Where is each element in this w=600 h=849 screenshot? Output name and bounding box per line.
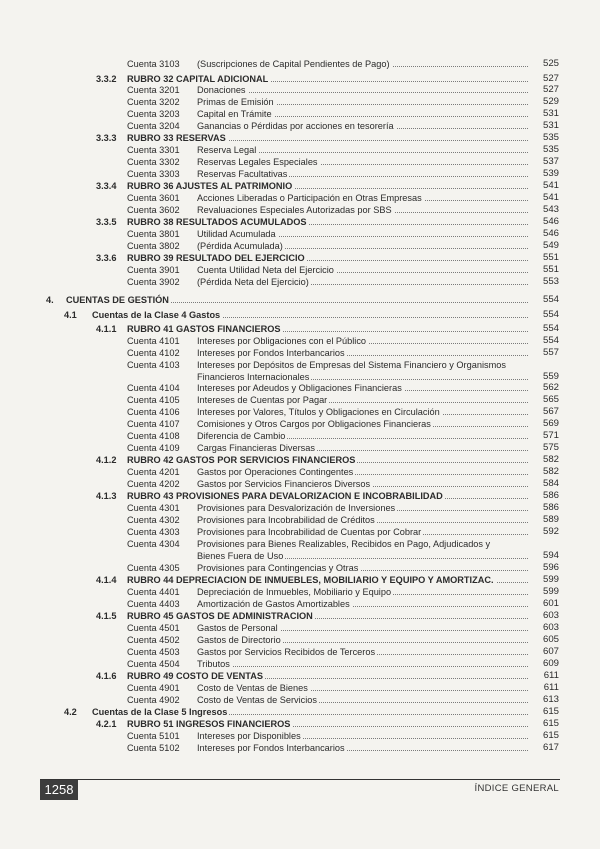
toc-entry-page: 531 <box>542 120 559 131</box>
toc-entry-page: 569 <box>542 418 559 429</box>
toc-entry-code: 4.1.5 <box>96 611 117 621</box>
toc-entry-code: Cuenta 3203 <box>127 109 180 119</box>
toc-entry-code: Cuenta 4503 <box>127 647 180 657</box>
toc-entry-code: Cuenta 4108 <box>127 431 180 441</box>
toc-entry <box>0 514 600 526</box>
toc-entry-code: Cuenta 3202 <box>127 97 180 107</box>
toc-entry-code: Cuenta 4303 <box>127 527 180 537</box>
toc-entry-code: Cuenta 4401 <box>127 587 180 597</box>
toc-entry-title: Bienes Fuera de Uso <box>197 550 528 562</box>
footer-rule <box>40 779 560 780</box>
toc-entry-page: 529 <box>542 96 559 107</box>
toc-entry-code: 3.3.2 <box>96 74 117 84</box>
toc-entry-code: 4.2 <box>64 707 77 717</box>
toc-entry-title: Depreciación de Inmuebles, Mobiliario y Equipo <box>197 586 528 598</box>
toc-entry <box>0 622 600 634</box>
toc-entry-page: 594 <box>542 550 559 561</box>
toc-entry-page: 609 <box>542 658 559 669</box>
toc-entry <box>0 718 600 730</box>
toc-entry-page: 592 <box>542 526 559 537</box>
toc-entry-title: RUBRO 49 COSTO DE VENTAS <box>127 670 528 682</box>
toc-entry-title: Provisiones para Incobrabilidad de Cuentas por Cobrar <box>197 526 528 538</box>
toc-entry-code: Cuenta 3601 <box>127 193 180 203</box>
toc-entry-page: 586 <box>542 490 559 501</box>
toc-entry-code: Cuenta 4201 <box>127 467 180 477</box>
toc-entry <box>0 58 600 70</box>
toc-entry <box>0 335 600 347</box>
toc-entry-page: 535 <box>542 132 559 143</box>
toc-entry-page: 586 <box>542 502 559 513</box>
toc-entry-title: Costo de Ventas de Servicios <box>197 694 528 706</box>
toc-entry-page: 584 <box>542 478 559 489</box>
toc-entry-page: 546 <box>542 216 559 227</box>
toc-entry <box>0 466 600 478</box>
toc-entry-page: 605 <box>542 634 559 645</box>
toc-entry-page: 531 <box>542 108 559 119</box>
running-head: ÍNDICE GENERAL <box>474 783 559 794</box>
toc-entry-title: Gastos por Operaciones Contingentes <box>197 466 528 478</box>
toc-entry-code: 4.1.4 <box>96 575 117 585</box>
toc-entry-title: RUBRO 44 DEPRECIACION DE INMUEBLES, MOBILIARIO Y EQUIPO Y AMORTIZAC. <box>127 574 528 586</box>
toc-entry-page: 551 <box>542 252 559 263</box>
toc-entry-title: Reservas Legales Especiales <box>197 156 528 168</box>
toc-entry-title: RUBRO 43 PROVISIONES PARA DEVALORIZACION E INCOBRABILIDAD <box>127 490 528 502</box>
toc-entry-code: Cuenta 3303 <box>127 169 180 179</box>
toc-entry-title: RUBRO 45 GASTOS DE ADMINISTRACION <box>127 610 528 622</box>
toc-entry <box>0 276 600 288</box>
toc-entry-page: 599 <box>542 574 559 585</box>
toc-entry-page: 589 <box>542 514 559 525</box>
toc-entry-code: Cuenta 4103 <box>127 360 180 370</box>
toc-entry-title: Financieros Internacionales <box>197 371 528 383</box>
toc-entry-code: Cuenta 3301 <box>127 145 180 155</box>
toc-entry-code: Cuenta 3801 <box>127 229 180 239</box>
toc-entry-page: 554 <box>542 294 559 305</box>
toc-entry-page: 575 <box>542 442 559 453</box>
toc-entry <box>0 240 600 252</box>
toc-entry-code: Cuenta 4304 <box>127 539 180 549</box>
toc-entry <box>0 430 600 442</box>
toc-entry-title: Reserva Legal <box>197 144 528 156</box>
toc-entry <box>0 550 600 562</box>
toc-entry-page: 603 <box>542 610 559 621</box>
toc-entry <box>0 406 600 418</box>
toc-entry-page: 607 <box>542 646 559 657</box>
toc-entry <box>0 730 600 742</box>
toc-entry-page: 617 <box>542 742 559 753</box>
toc-entry-title: Provisiones para Bienes Realizables, Recibidos en Pago, Adjudicados y <box>197 539 491 549</box>
toc-entry-page: 527 <box>542 84 559 95</box>
toc-entry <box>0 658 600 670</box>
toc-entry-code: Cuenta 4107 <box>127 419 180 429</box>
toc-entry-title: Tributos <box>197 658 528 670</box>
toc-entry-code: Cuenta 4501 <box>127 623 180 633</box>
toc-entry <box>0 309 600 321</box>
toc-entry-page: 527 <box>542 73 559 84</box>
toc-entry-title: Cuentas de la Clase 4 Gastos <box>92 309 528 321</box>
toc-entry-code: Cuenta 5101 <box>127 731 180 741</box>
toc-entry-title: RUBRO 42 GASTOS POR SERVICIOS FINANCIEROS <box>127 454 528 466</box>
toc-entry-page: 535 <box>542 144 559 155</box>
toc-entry <box>0 144 600 156</box>
toc-entry <box>0 574 600 586</box>
toc-entry <box>0 418 600 430</box>
toc-entry-title: Intereses por Depósitos de Empresas del Sistema Financiero y Organismos <box>197 360 506 370</box>
toc-entry <box>0 454 600 466</box>
toc-entry-title: Provisiones para Desvalorización de Inversiones <box>197 502 528 514</box>
toc-entry-title: Intereses por Adeudos y Obligaciones Financieras <box>197 382 528 394</box>
toc-entry-page: 611 <box>543 670 559 681</box>
toc-entry <box>0 742 600 754</box>
toc-entry <box>0 682 600 694</box>
toc-entry <box>0 120 600 132</box>
toc-entry <box>0 204 600 216</box>
toc-entry-title: Intereses por Fondos Interbancarios <box>197 742 528 754</box>
toc-entry-page: 541 <box>542 180 559 191</box>
toc-entry-title: Reservas Facultativas <box>197 168 528 180</box>
toc-entry-page: 553 <box>542 276 559 287</box>
toc-entry-title: Gastos por Servicios Financieros Diversos <box>197 478 528 490</box>
toc-entry-title: Gastos por Servicios Recibidos de Terceros <box>197 646 528 658</box>
toc-entry-page: 541 <box>542 192 559 203</box>
toc-entry-code: Cuenta 3802 <box>127 241 180 251</box>
toc-entry <box>0 442 600 454</box>
toc-entry <box>0 538 600 550</box>
toc-entry-code: Cuenta 4105 <box>127 395 180 405</box>
toc-entry-title: Donaciones <box>197 84 528 96</box>
toc-entry <box>0 168 600 180</box>
toc-entry-code: Cuenta 3103 <box>127 59 180 69</box>
toc-entry-page: 537 <box>542 156 559 167</box>
toc-entry-code: Cuenta 3204 <box>127 121 180 131</box>
toc-entry-title: Intereses por Fondos Interbancarios <box>197 347 528 359</box>
toc-entry-title: RUBRO 38 RESULTADOS ACUMULADOS <box>127 216 528 228</box>
toc-entry-title: Revaluaciones Especiales Autorizadas por SBS <box>197 204 528 216</box>
toc-entry <box>0 598 600 610</box>
toc-entry-code: Cuenta 3602 <box>127 205 180 215</box>
toc-entry <box>0 228 600 240</box>
toc-entry-page: 559 <box>542 371 559 382</box>
toc-entry-code: Cuenta 4403 <box>127 599 180 609</box>
toc-entry <box>0 610 600 622</box>
toc-entry-code: Cuenta 4101 <box>127 336 180 346</box>
toc-entry <box>0 216 600 228</box>
toc-entry-code: 4.2.1 <box>96 719 117 729</box>
toc-entry-page: 615 <box>542 706 559 717</box>
toc-entry-code: Cuenta 4104 <box>127 383 180 393</box>
toc-entry-code: Cuenta 3201 <box>127 85 180 95</box>
toc-entry-page: 615 <box>542 718 559 729</box>
toc-entry-page: 571 <box>542 430 559 441</box>
toc-entry-code: 4.1.1 <box>96 324 117 334</box>
toc-entry-title: Comisiones y Otros Cargos por Obligaciones Financieras <box>197 418 528 430</box>
toc-entry <box>0 586 600 598</box>
toc-entry-title: Ganancias o Pérdidas por acciones en tesorería <box>197 120 528 132</box>
toc-entry <box>0 132 600 144</box>
toc-entry-title: (Pérdida Acumulada) <box>197 240 528 252</box>
toc-entry-title: Diferencia de Cambio <box>197 430 528 442</box>
toc-entry-page: 557 <box>542 347 559 358</box>
toc-entry <box>0 526 600 538</box>
page-number: 1258 <box>40 780 78 800</box>
toc-entry-code: Cuenta 4901 <box>127 683 180 693</box>
toc-entry <box>0 490 600 502</box>
toc-entry <box>0 294 600 306</box>
toc-entry-code: Cuenta 4202 <box>127 479 180 489</box>
toc-entry <box>0 382 600 394</box>
toc-entry-title: Cuenta Utilidad Neta del Ejercicio <box>197 264 528 276</box>
toc-entry-title: Gastos de Directorio <box>197 634 528 646</box>
toc-entry-page: 615 <box>542 730 559 741</box>
toc-entry <box>0 359 600 371</box>
toc-entry-title: Intereses por Obligaciones con el Público <box>197 335 528 347</box>
toc-entry-page: 539 <box>542 168 559 179</box>
toc-entry-code: Cuenta 4902 <box>127 695 180 705</box>
toc-entry-title: Intereses de Cuentas por Pagar <box>197 394 528 406</box>
toc-entry-code: Cuenta 4504 <box>127 659 180 669</box>
toc-entry-page: 613 <box>542 694 559 705</box>
toc-entry-title: RUBRO 36 AJUSTES AL PATRIMONIO <box>127 180 528 192</box>
toc-entry-title: CUENTAS DE GESTIÓN <box>66 294 528 306</box>
toc-entry-code: 4.1.3 <box>96 491 117 501</box>
toc-entry-code: 3.3.3 <box>96 133 117 143</box>
toc-entry-title: Acciones Liberadas o Participación en Otras Empresas <box>197 192 528 204</box>
toc-entry-code: Cuenta 5102 <box>127 743 180 753</box>
toc-entry-page: 565 <box>542 394 559 405</box>
toc-entry-page: 554 <box>542 323 559 334</box>
toc-entry-page: 546 <box>542 228 559 239</box>
toc-entry <box>0 706 600 718</box>
toc-entry <box>0 694 600 706</box>
toc-entry-title: RUBRO 32 CAPITAL ADICIONAL <box>127 73 528 85</box>
toc-entry-title: RUBRO 33 RESERVAS <box>127 132 528 144</box>
toc-entry-title: RUBRO 41 GASTOS FINANCIEROS <box>127 323 528 335</box>
toc-entry-page: 582 <box>542 454 559 465</box>
toc-entry <box>0 646 600 658</box>
toc-entry-page: 562 <box>542 382 559 393</box>
toc-entry <box>0 156 600 168</box>
toc-entry-page: 599 <box>542 586 559 597</box>
toc-entry <box>0 84 600 96</box>
toc-entry-title: RUBRO 51 INGRESOS FINANCIEROS <box>127 718 528 730</box>
toc-entry-page: 525 <box>542 58 559 69</box>
toc-entry-title: Provisiones para Incobrabilidad de Créditos <box>197 514 528 526</box>
toc-entry <box>0 96 600 108</box>
toc-entry-code: 3.3.5 <box>96 217 117 227</box>
toc-entry-code: Cuenta 4301 <box>127 503 180 513</box>
toc-entry-page: 551 <box>542 264 559 275</box>
toc-entry-title: RUBRO 39 RESULTADO DEL EJERCICIO <box>127 252 528 264</box>
toc-entry <box>0 502 600 514</box>
toc-entry-page: 603 <box>542 622 559 633</box>
toc-entry-title: Provisiones para Contingencias y Otras <box>197 562 528 574</box>
toc-entry-title: (Pérdida Neta del Ejercicio) <box>197 276 528 288</box>
toc-entry-code: Cuenta 4302 <box>127 515 180 525</box>
toc-entry-code: 4. <box>46 295 54 305</box>
toc-entry <box>0 323 600 335</box>
toc-entry <box>0 347 600 359</box>
toc-entry-code: Cuenta 4502 <box>127 635 180 645</box>
toc-entry-code: Cuenta 4106 <box>127 407 180 417</box>
toc-entry-page: 582 <box>542 466 559 477</box>
toc-entry-title: Capital en Trámite <box>197 108 528 120</box>
toc-entry-page: 567 <box>542 406 559 417</box>
toc-entry-page: 549 <box>542 240 559 251</box>
toc-entry-code: 3.3.4 <box>96 181 117 191</box>
toc-entry-page: 611 <box>543 682 559 693</box>
toc-entry-title: Costo de Ventas de Bienes <box>197 682 528 694</box>
toc-entry <box>0 562 600 574</box>
toc-entry <box>0 108 600 120</box>
toc-entry <box>0 180 600 192</box>
toc-entry-code: 3.3.6 <box>96 253 117 263</box>
toc-entry <box>0 478 600 490</box>
toc-entry <box>0 264 600 276</box>
toc-entry-code: 4.1.2 <box>96 455 117 465</box>
toc-entry-code: Cuenta 4109 <box>127 443 180 453</box>
toc-entry-code: 4.1.6 <box>96 671 117 681</box>
toc-entry-code: 4.1 <box>64 310 77 320</box>
toc-entry <box>0 670 600 682</box>
toc-entry-title: (Suscripciones de Capital Pendientes de Pago) <box>197 58 528 70</box>
toc-entry <box>0 634 600 646</box>
toc-entry-code: Cuenta 3302 <box>127 157 180 167</box>
toc-entry-code: Cuenta 3902 <box>127 277 180 287</box>
toc-entry <box>0 192 600 204</box>
toc-entry-title: Primas de Emisión <box>197 96 528 108</box>
toc-entry-page: 601 <box>542 598 559 609</box>
toc-entry-code: Cuenta 4305 <box>127 563 180 573</box>
dot-leader <box>197 666 528 667</box>
toc-entry <box>0 394 600 406</box>
toc-entry-title: Intereses por Valores, Títulos y Obligaciones en Circulación <box>197 406 528 418</box>
toc-entry-code: Cuenta 4102 <box>127 348 180 358</box>
toc-entry-code: Cuenta 3901 <box>127 265 180 275</box>
toc-entry-title: Gastos de Personal <box>197 622 528 634</box>
toc-entry-page: 554 <box>542 309 559 320</box>
toc-entry-title: Utilidad Acumulada <box>197 228 528 240</box>
toc-entry-page: 596 <box>542 562 559 573</box>
toc-entry-title: Amortización de Gastos Amortizables <box>197 598 528 610</box>
toc-entry-page: 543 <box>542 204 559 215</box>
toc-entry-page: 554 <box>542 335 559 346</box>
toc-entry-title: Intereses por Disponibles <box>197 730 528 742</box>
toc-entry-title: Cargas Financieras Diversas <box>197 442 528 454</box>
toc-entry <box>0 252 600 264</box>
toc-entry-title: Cuentas de la Clase 5 Ingresos <box>92 706 528 718</box>
